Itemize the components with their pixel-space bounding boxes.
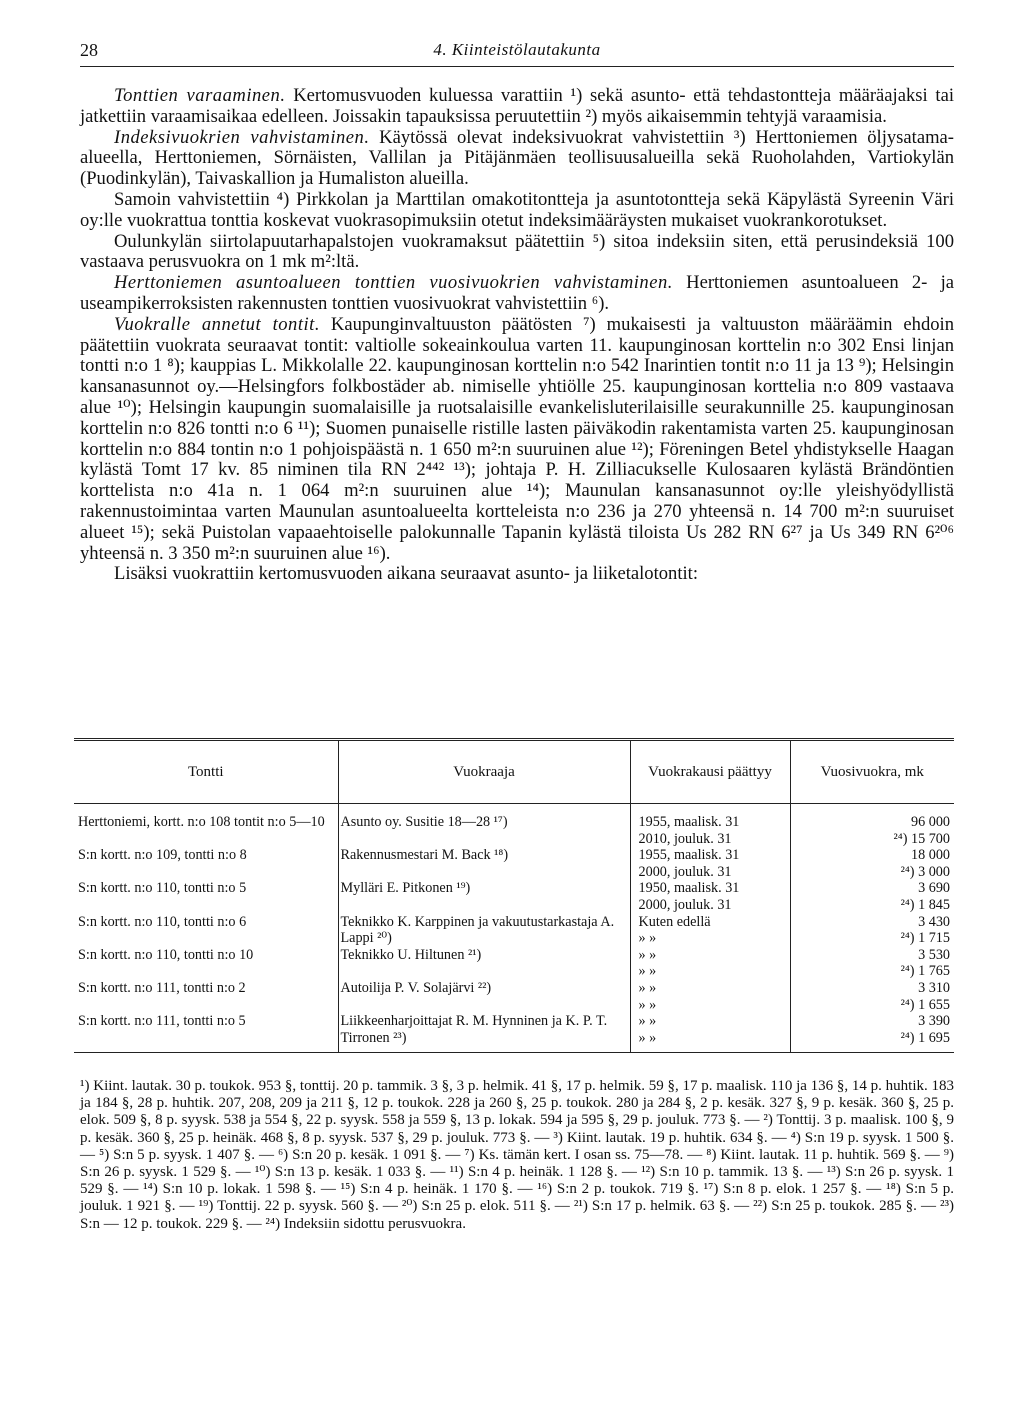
- paragraph: Samoin vahvistettiin ⁴) Pirkkolan ja Marttilan omakotitontteja ja asuntotontteja sekä Käpylästä Syreenin Väri oy:lle vuokrattua tonttia koskevat vuokrasopimuksiin otetut indeksimääräysten mukaiset vuokrankorotukset.: [80, 188, 954, 231]
- paragraph-heading: Indeksivuokrien vahvistaminen.: [114, 126, 370, 148]
- column-header-vuosivuokra: Vuosivuokra, mk: [790, 740, 954, 804]
- table-row: [74, 914, 954, 947]
- column-header-vuokrakausi: Vuokrakausi päättyy: [630, 740, 790, 804]
- paragraph: Indeksivuokrien vahvistaminen. Käytössä olevat indeksivuokrat vahvistettiin ³) Herttoniemen öljysatama-alueella, Herttoniemen, Sörnäisten, Vallilan ja Pitäjänmäen teollisuusalueilla sekä Ruoholahden, Vartiokylän (Puodinkylän), Taivaskallion ja Humaliston alueilla.: [80, 126, 954, 190]
- table-row: [74, 847, 954, 880]
- cell-kausi: » » » »: [630, 1013, 790, 1053]
- cell-kausi: 1950, maalisk. 31 2000, jouluk. 31: [630, 880, 790, 913]
- cell-vuokra: 3 310 ²⁴) 1 655: [790, 980, 954, 1013]
- cell-vuokraaja: Asunto oy. Susitie 18—28 ¹⁷): [338, 804, 630, 848]
- cell-vuokra: 96 000 ²⁴) 15 700: [790, 804, 954, 848]
- paragraph: Oulunkylän siirtolapuutarhapalstojen vuokramaksut päätettiin ⁵) sitoa indeksiin siten, että perusindeksiä 100 vastaava perusvuokra on 1 mk m²:ltä.: [80, 230, 954, 273]
- paragraph: Vuokralle annetut tontit. Kaupunginvaltuuston päätösten ⁷) mukaisesti ja valtuuston määräämin ehdoin päätettiin vuokrata seuraavat tontit: valtiolle sokeainkoulua varten 11. kaupunginosan korttelin n:o 302 Ensi linjan tontti n:o 1 ⁸); kauppias L. Mikkolalle 22. kaupunginosan korttelin n:o 542 Inarintien tontit n:o 11 ja 13 ⁹); Helsingin kansanasunnot oy.—Helsingfors folkbostäder ab. nimiselle yhtiölle 25. kaupunginosan korttelia n:o 809 vastaava alue ¹⁰); Helsingin kaupungin suomalaisille ja ruotsalaisille evankelisluterilaisille seurakunnille 25. kaupunginosan korttelin n:o 826 tontti n:o 6 ¹¹); Suomen punaiselle ristille lasten päiväkodin rakentamista varten 25. kaupunginosan korttelin n:o 884 tontin n:o 1 pohjoispäästä n. 1 650 m²:n suuruinen alue ¹²); Föreningen Betel yhdistykselle Haagan kylästä Tomt 17 kv. 85 niminen tila RN 2⁴⁴² ¹³); johtaja P. H. Zilliacukselle Kulosaaren kylästä Brändöntien korttelista n:o 41a n. 1 064 m²:n suuruinen alue ¹⁴); Maunulan kansanasunnot oy:lle yleishyödyllistä rakennustoimintaa varten Maunulan asuntoalueelta kortteleista n:o 236 ja 270 yhteensä n. 14 700 m²:n suuruiset alueet ¹⁵); sekä Puistolan vapaaehtoiselle palokunnalle Tapanin kylästä tiloista Us 282 RN 6²⁷ ja Us 349 RN 6²⁰⁶ yhteensä n. 3 350 m²:n suuruinen alue ¹⁶).: [80, 313, 955, 564]
- cell-vuokraaja: Teknikko U. Hiltunen ²¹): [338, 947, 630, 980]
- cell-tontti: S:n kortt. n:o 110, tontti n:o 6: [78, 913, 247, 930]
- cell-kausi: » » » »: [630, 980, 790, 1013]
- cell-tontti: S:n kortt. n:o 110, tontti n:o 10: [78, 946, 254, 963]
- cell-vuokraaja: Teknikko K. Karppinen ja vakuutustarkastaja A. Lappi ²⁰): [338, 914, 630, 947]
- cell-vuokraaja: Mylläri E. Pitkonen ¹⁹): [338, 880, 630, 913]
- paragraph: Herttoniemen asuntoalueen tonttien vuosivuokrien vahvistaminen. Herttoniemen asuntoalueen 2- ja useampikerroksisten rakennusten tonttien vuosivuokrat vahvistettiin ⁶).: [80, 272, 954, 314]
- running-title: 4. Kiinteistölautakunta: [433, 40, 601, 59]
- paragraph-heading: Herttoniemen asuntoalueen tonttien vuosivuokrien vahvistaminen.: [114, 272, 673, 294]
- column-header-vuokraaja: Vuokraaja: [338, 740, 630, 804]
- paragraph: Tonttien varaaminen. Kertomusvuoden kuluessa varattiin ¹) sekä asunto- että tehdastontteja määräajaksi tai jatkettiin varaamisaikaa edelleen. Joissakin tapauksissa peruutettiin ²) myös aikaisemmin tehtyjä varaamisia.: [80, 85, 954, 127]
- cell-vuokraaja: Autoilija P. V. Solajärvi ²²): [338, 980, 630, 1013]
- cell-kausi: 1955, maalisk. 31 2010, jouluk. 31: [630, 804, 790, 848]
- cell-vuokra: 3 430 ²⁴) 1 715: [790, 914, 954, 947]
- table-row: [74, 947, 954, 980]
- table-row: [74, 1013, 954, 1053]
- cell-kausi: 1955, maalisk. 31 2000, jouluk. 31: [630, 847, 790, 880]
- cell-tontti: S:n kortt. n:o 111, tontti n:o 2: [78, 979, 246, 996]
- paragraph-heading: Tonttien varaaminen.: [114, 85, 286, 106]
- lease-table: [74, 738, 954, 1053]
- page-header: [80, 36, 954, 67]
- table-row: [74, 880, 954, 913]
- table-row: [74, 804, 954, 848]
- paragraph-heading: Vuokralle annetut tontit.: [114, 313, 320, 335]
- lease-table-grid: [74, 738, 954, 1053]
- page-number: 28: [80, 40, 98, 60]
- cell-vuokra: 3 390 ²⁴) 1 695: [790, 1013, 954, 1053]
- cell-vuokra: 3 530 ²⁴) 1 765: [790, 947, 954, 980]
- table-header-row: [74, 740, 954, 804]
- cell-tontti: S:n kortt. n:o 110, tontti n:o 5: [78, 880, 247, 897]
- cell-tontti: S:n kortt. n:o 111, tontti n:o 5: [74, 1013, 338, 1053]
- cell-kausi: Kuten edellä » »: [630, 914, 790, 947]
- cell-kausi: » » » »: [630, 947, 790, 980]
- cell-vuokra: 3 690 ²⁴) 1 845: [790, 880, 954, 913]
- footnotes: ¹) Kiint. lautak. 30 p. toukok. 953 §, tonttij. 20 p. tammik. 3 §, 3 p. helmik. 41 §, 17 p. helmik. 59 §, 17 p. maalisk. 110 ja 136 §, 14 p. huhtik. 183 ja 184 §, 28 p. huhtik. 207, 208, 209 ja 211 §, 12 p. toukok. 228 ja 260 §, 25 p. toukok. 280 ja 284 §, 2 p. kesäk. 327 §, 9 p. kesäk. 360 §, 25 p. elok. 509 §, 8 p. syysk. 538 ja 554 §, 22 p. syysk. 558 ja 559 §, 13 p. lokak. 594 ja 595 §, 29 p. jouluk. 773 §. — ²) Tonttij. 3 p. maalisk. 100 §, 9 p. kesäk. 360 §, 25 p. heinäk. 468 §, 8 p. syysk. 537 §, 29 p. jouluk. 773 §. — ³) Kiint. lautak. 19 p. huhtik. 634 §. — ⁴) S:n 19 p. syysk. 1 500 §. — ⁵) S:n 5 p. syysk. 1 407 §. — ⁶) S:n 20 p. kesäk. 1 091 §. — ⁷) Ks. tämän kert. I osan ss. 75—78. — ⁸) Kiint. lautak. 11 p. huhtik. 569 §. — ⁹) S:n 26 p. syysk. 1 529 §. — ¹⁰) S:n 13 p. kesäk. 1 033 §. — ¹¹) S:n 4 p. heinäk. 1 128 §. — ¹²) S:n 10 p. tammik. 13 §. — ¹³) S:n 26 p. syysk. 1 529 §. — ¹⁴) S:n 10 p. lokak. 1 598 §. — ¹⁵) S:n 4 p. heinäk. 1 170 §. — ¹⁶) S:n 2 p. toukok. 719 §. ¹⁷) S:n 8 p. elok. 1 257 §. — ¹⁸) S:n 5 p. jouluk. 1 921 §. — ¹⁹) Tonttij. 22 p. syysk. 560 §. — ²⁰) S:n 25 p. elok. 511 §. — ²¹) S:n 17 p. helmik. 63 §. — ²²) S:n 25 p. toukok. 285 §. — ²³) S:n — 12 p. toukok. 229 §. — ²⁴) Indeksiin sidottu perusvuokra.: [80, 1078, 954, 1232]
- cell-vuokraaja: Rakennusmestari M. Back ¹⁸): [338, 847, 630, 880]
- cell-vuokra: 18 000 ²⁴) 3 000: [790, 847, 954, 880]
- column-header-tontti: Tontti: [74, 740, 338, 804]
- cell-vuokraaja: Liikkeenharjoittajat R. M. Hynninen ja K. P. T. Tirronen ²³): [338, 1013, 630, 1053]
- cell-tontti: Herttoniemi, kortt. n:o 108 tontit n:o 5—10: [78, 814, 325, 830]
- table-row: [74, 980, 954, 1013]
- body-text: [80, 86, 954, 585]
- paragraph: Lisäksi vuokrattiin kertomusvuoden aikana seuraavat asunto- ja liiketalotontit:: [114, 563, 699, 585]
- cell-tontti: S:n kortt. n:o 109, tontti n:o 8: [78, 847, 247, 864]
